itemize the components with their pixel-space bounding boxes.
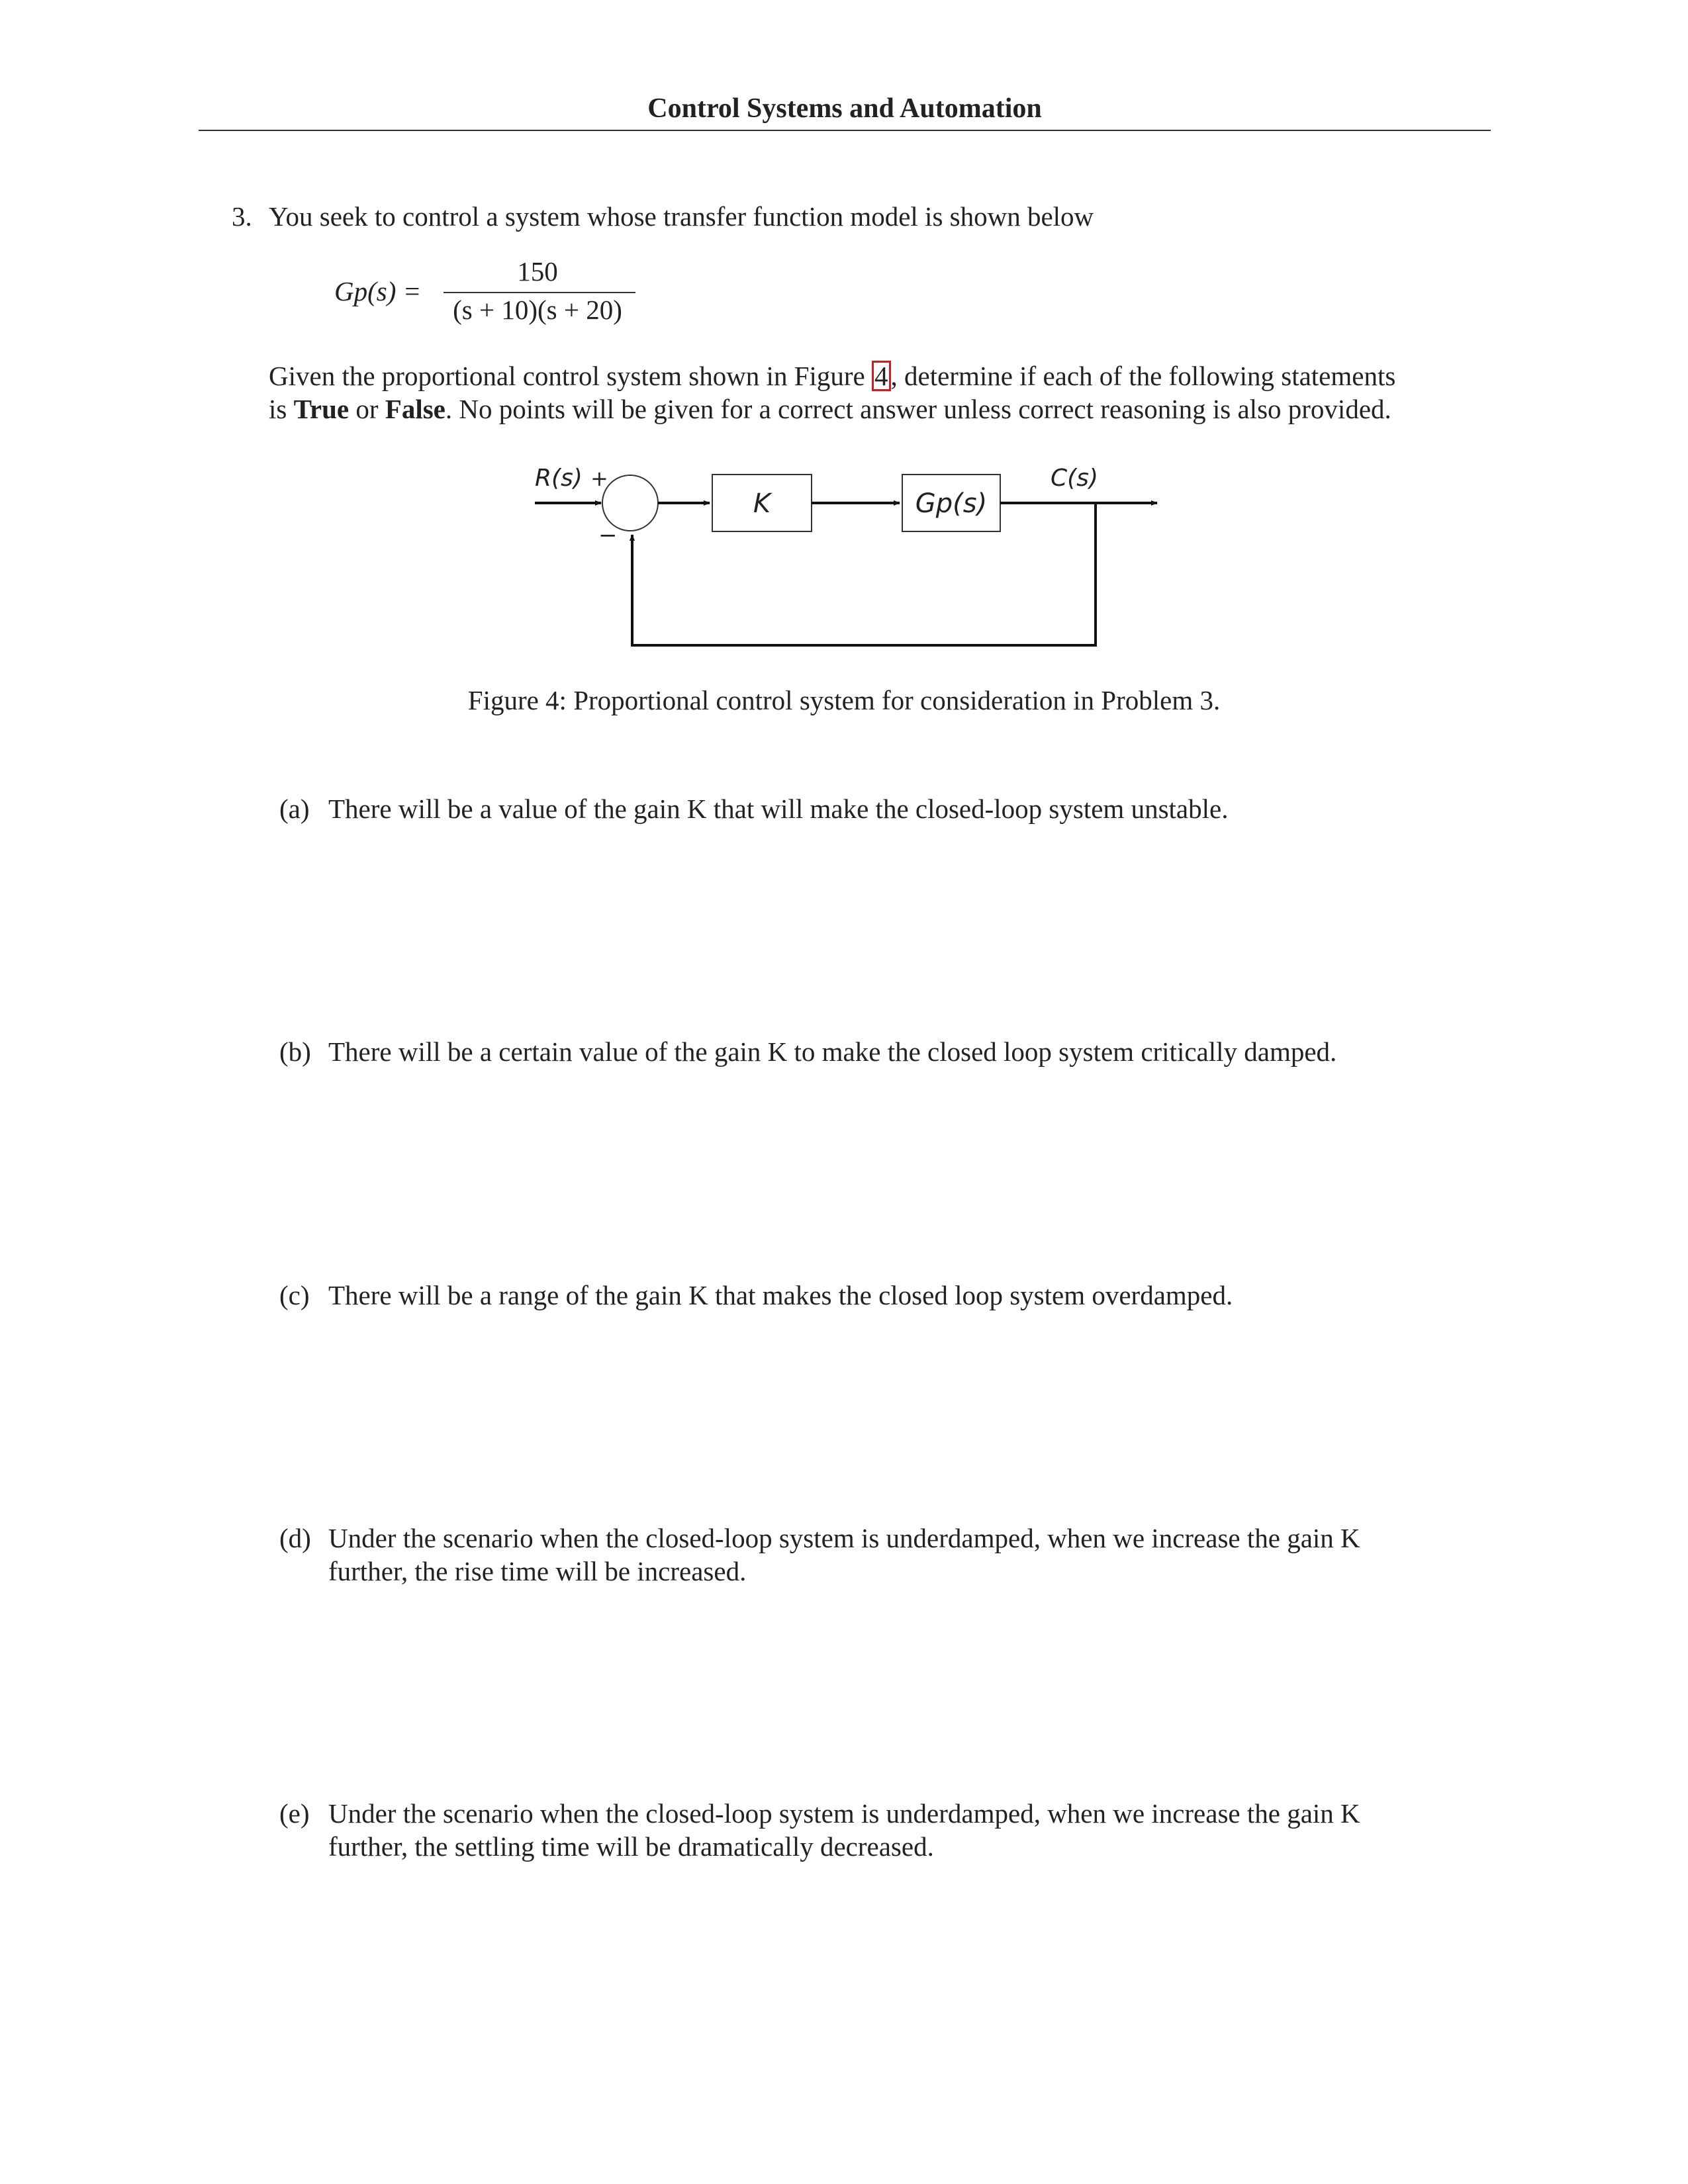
header-rule: [199, 130, 1491, 131]
true-keyword: True: [293, 394, 350, 424]
input-label: R(s): [535, 465, 583, 492]
part-e-text-line-1: Under the scenario when the closed-loop system is underdamped, when we increase the gain K: [328, 1798, 1360, 1829]
part-e-text-line-2: further, the settling time will be dramatically decreased.: [328, 1831, 934, 1862]
part-e-label: (e): [279, 1798, 310, 1829]
false-keyword: False: [385, 394, 445, 424]
summing-plus-sign: +: [590, 466, 608, 491]
part-d-text-line-2: further, the rise time will be increased.: [328, 1556, 747, 1586]
given-line-1-end: , determine if each of the following statements: [890, 361, 1396, 391]
feedback-path: [632, 503, 1096, 645]
part-a-text: There will be a value of the gain K that will make the closed-loop system unstable.: [328, 794, 1229, 824]
equation-numerator: 150: [517, 256, 558, 287]
part-b-label: (b): [279, 1036, 311, 1067]
summing-minus-sign: −: [598, 522, 618, 549]
part-d-text-line-1: Under the scenario when the closed-loop system is underdamped, when we increase the gain K: [328, 1523, 1360, 1553]
given-line-2-start: is: [269, 394, 287, 424]
part-d-label: (d): [279, 1523, 311, 1553]
part-c-label: (c): [279, 1280, 310, 1310]
problem-intro: You seek to control a system whose transfer function model is shown below: [269, 201, 1094, 232]
output-label: C(s): [1051, 465, 1098, 492]
given-line-2-end: . No points will be given for a correct answer unless correct reasoning is also provided.: [445, 394, 1391, 424]
controller-label: K: [753, 488, 771, 519]
problem-number: 3.: [232, 201, 252, 232]
part-c-text: There will be a range of the gain K that makes the closed loop system overdamped.: [328, 1280, 1233, 1310]
given-line-1-start: Given the proportional control system shown in Figure: [269, 361, 865, 391]
given-line-2: [269, 392, 1391, 426]
block-diagram: [516, 457, 1178, 668]
part-b-text: There will be a certain value of the gain K to make the closed loop system critically damped.: [328, 1036, 1337, 1067]
figure-reference-link[interactable]: 4: [872, 361, 891, 391]
plant-label: Gp(s): [915, 488, 988, 519]
given-line-1: [269, 359, 1395, 392]
equation-denominator: (s + 10)(s + 20): [453, 295, 622, 325]
equation-lhs: Gp(s) =: [334, 276, 422, 306]
part-a-label: (a): [279, 794, 310, 824]
page-header-title: Control Systems and Automation: [647, 93, 1042, 124]
or-word: or: [355, 394, 379, 424]
figure-caption: Figure 4: Proportional control system for consideration in Problem 3.: [467, 685, 1221, 715]
